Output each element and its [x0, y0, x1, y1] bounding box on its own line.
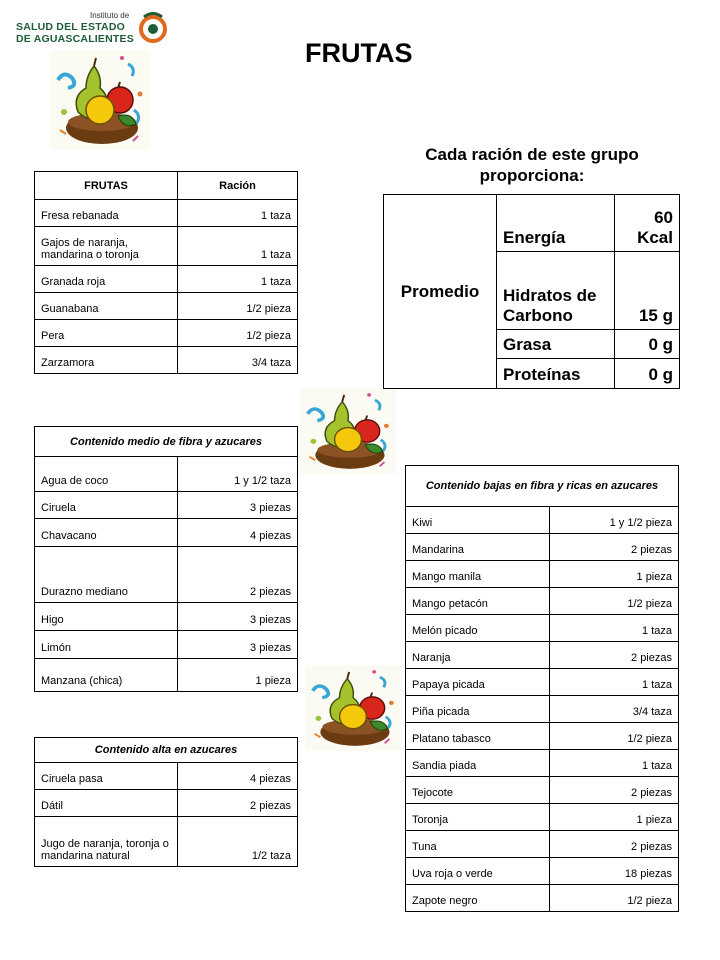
food-name-cell: Chavacano [35, 519, 178, 547]
food-name-cell: Kiwi [406, 507, 550, 534]
portion-cell: 1 y 1/2 pieza [550, 507, 679, 534]
portion-cell: 1/2 pieza [178, 293, 298, 320]
portion-cell: 1 taza [178, 227, 298, 266]
food-name-cell: Durazno mediano [35, 547, 178, 603]
table-row [406, 858, 679, 885]
table-row [406, 723, 679, 750]
table-row [406, 615, 679, 642]
food-name-cell: Papaya picada [406, 669, 550, 696]
table-caption: Contenido alta en azucares [35, 738, 298, 763]
alta-azucares-table [34, 737, 298, 867]
portion-cell: 1 taza [178, 200, 298, 227]
food-name-cell: Pera [35, 320, 178, 347]
food-name-cell: Toronja [406, 804, 550, 831]
table-row [406, 588, 679, 615]
portion-cell: 1 taza [550, 669, 679, 696]
food-name-cell: Sandia piada [406, 750, 550, 777]
table-row [406, 642, 679, 669]
summary-label: Proteínas [497, 359, 615, 389]
frutas-table [34, 171, 298, 374]
food-name-cell: Limón [35, 631, 178, 659]
food-name-cell: Granada roja [35, 266, 178, 293]
portion-cell: 1/2 pieza [178, 320, 298, 347]
portion-cell: 1/2 pieza [550, 885, 679, 912]
portion-cell: 4 piezas [178, 519, 298, 547]
food-name-cell: Piña picada [406, 696, 550, 723]
table-row [35, 347, 298, 374]
table-row [35, 631, 298, 659]
food-name-cell: Ciruela [35, 492, 178, 519]
portion-cell: 1 taza [178, 266, 298, 293]
portion-cell: 18 piezas [550, 858, 679, 885]
portion-cell: 2 piezas [550, 831, 679, 858]
table-row [35, 492, 298, 519]
food-name-cell: Melón picado [406, 615, 550, 642]
summary-value: 0 g [615, 330, 680, 359]
summary-value: 60 Kcal [615, 195, 680, 252]
food-name-cell: Fresa rebanada [35, 200, 178, 227]
portion-cell: 2 piezas [178, 790, 298, 817]
table-row [35, 320, 298, 347]
portion-cell: 3 piezas [178, 492, 298, 519]
food-name-cell: Tuna [406, 831, 550, 858]
portion-cell: 1/2 pieza [550, 723, 679, 750]
portion-cell: 3/4 taza [178, 347, 298, 374]
fruit-basket-illustration [300, 388, 396, 474]
portion-cell: 1 pieza [178, 659, 298, 692]
fruit-basket-illustration [42, 50, 158, 150]
table-row [406, 696, 679, 723]
table-row [406, 669, 679, 696]
table-row [35, 817, 298, 867]
table-row [35, 227, 298, 266]
bajas-fibra-table [405, 465, 679, 912]
fibra-table [34, 426, 298, 692]
table-row [35, 603, 298, 631]
summary-value: 0 g [615, 359, 680, 389]
page-title: FRUTAS [305, 38, 413, 68]
portion-cell: 4 piezas [178, 763, 298, 790]
food-name-cell: Zapote negro [406, 885, 550, 912]
table-row [35, 200, 298, 227]
portion-cell: 2 piezas [550, 777, 679, 804]
logo-line-1: Instituto de [90, 11, 130, 20]
table-row [406, 804, 679, 831]
table-row [406, 831, 679, 858]
food-name-cell: Ciruela pasa [35, 763, 178, 790]
food-name-cell: Mango petacón [406, 588, 550, 615]
table-row [406, 507, 679, 534]
portion-cell: 3 piezas [178, 631, 298, 659]
food-name-cell: Zarzamora [35, 347, 178, 374]
institution-logo [16, 10, 166, 46]
portion-cell: 2 piezas [550, 534, 679, 561]
food-name-cell: Mango manila [406, 561, 550, 588]
portion-cell: 1 y 1/2 taza [178, 457, 298, 492]
table-caption: Contenido medio de fibra y azucares [35, 427, 298, 457]
logo-line-3: DE AGUASCALIENTES [16, 33, 134, 45]
table-row [406, 885, 679, 912]
portion-cell: 1/2 taza [178, 817, 298, 867]
column-header: Ración [178, 172, 298, 200]
food-name-cell: Naranja [406, 642, 550, 669]
portion-cell: 2 piezas [178, 547, 298, 603]
food-name-cell: Manzana (chica) [35, 659, 178, 692]
table-row [35, 266, 298, 293]
portion-cell: 1/2 pieza [550, 588, 679, 615]
nutrition-summary-table [383, 194, 680, 389]
summary-label: Energía [497, 195, 615, 252]
table-caption: Contenido bajas en fibra y ricas en azucares [406, 466, 679, 507]
food-name-cell: Gajos de naranja, mandarina o toronja [35, 227, 178, 266]
logo-line-2: SALUD DEL ESTADO [16, 21, 125, 33]
food-name-cell: Platano tabasco [406, 723, 550, 750]
portion-cell: 3/4 taza [550, 696, 679, 723]
fruit-basket-illustration [305, 665, 401, 751]
portion-cell: 3 piezas [178, 603, 298, 631]
summary-value: 15 g [615, 252, 680, 330]
portion-cell: 1 taza [550, 750, 679, 777]
table-row [406, 561, 679, 588]
summary-label: Grasa [497, 330, 615, 359]
summary-row-label: Promedio [384, 195, 497, 389]
summary-heading: Cada ración de este grupo proporciona: [425, 145, 639, 185]
portion-cell: 1 pieza [550, 561, 679, 588]
food-name-cell: Tejocote [406, 777, 550, 804]
portion-cell: 1 taza [550, 615, 679, 642]
food-name-cell: Uva roja o verde [406, 858, 550, 885]
portion-cell: 1 pieza [550, 804, 679, 831]
portion-cell: 2 piezas [550, 642, 679, 669]
table-row [406, 534, 679, 561]
table-row [406, 750, 679, 777]
table-row [35, 519, 298, 547]
food-name-cell: Dátil [35, 790, 178, 817]
logo-emblem-icon [138, 12, 168, 44]
table-row [35, 659, 298, 692]
column-header: FRUTAS [35, 172, 178, 200]
food-name-cell: Guanabana [35, 293, 178, 320]
table-row [406, 777, 679, 804]
food-name-cell: Mandarina [406, 534, 550, 561]
table-row [35, 457, 298, 492]
table-row [35, 293, 298, 320]
summary-label: Hidratos de Carbono [497, 252, 615, 330]
table-row [35, 790, 298, 817]
food-name-cell: Jugo de naranja, toronja o mandarina natural [35, 817, 178, 867]
table-row [35, 763, 298, 790]
table-row [35, 547, 298, 603]
food-name-cell: Agua de coco [35, 457, 178, 492]
food-name-cell: Higo [35, 603, 178, 631]
